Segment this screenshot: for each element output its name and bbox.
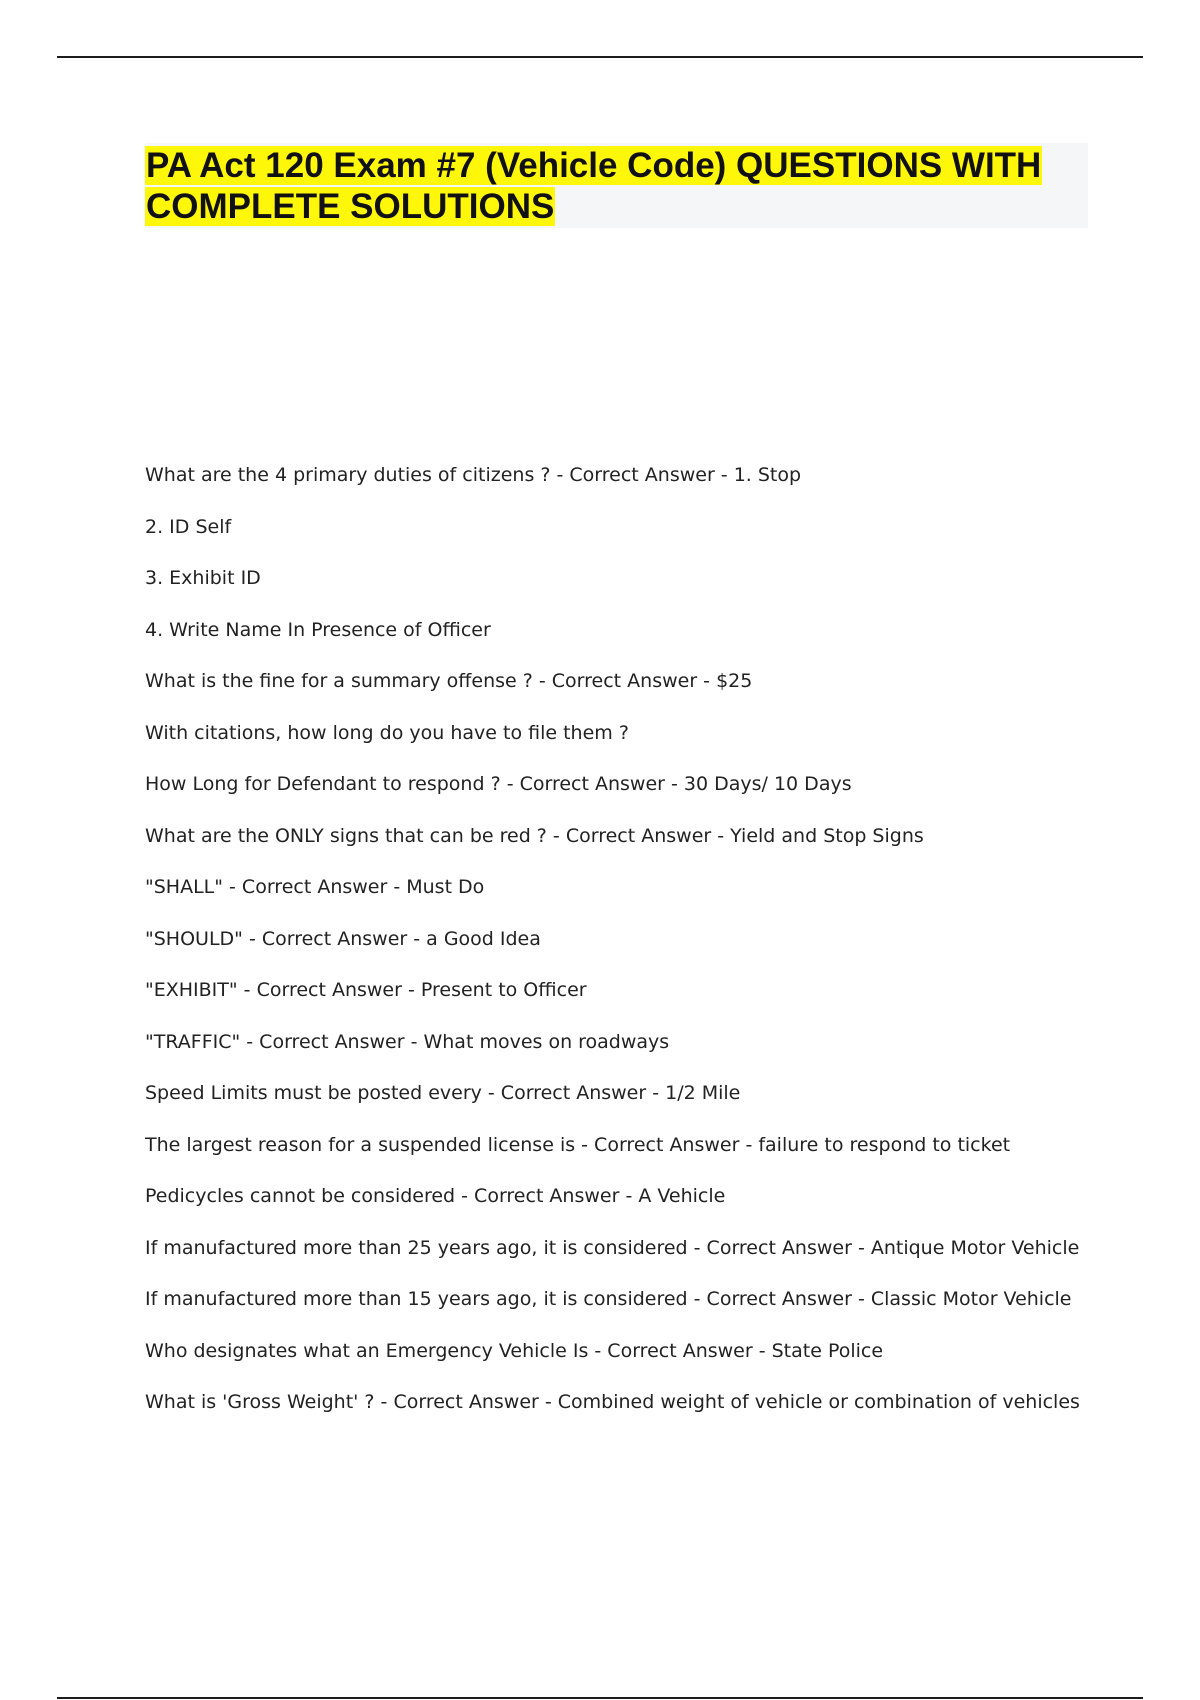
qa-line: "SHOULD" - Correct Answer - a Good Idea: [145, 927, 541, 950]
page-footer-rule: [57, 1697, 1143, 1699]
qa-line: With citations, how long do you have to file them ?: [145, 721, 629, 744]
qa-list: [145, 460, 1105, 1439]
qa-line: How Long for Defendant to respond ? - Correct Answer - 30 Days/ 10 Days: [145, 773, 852, 795]
qa-line: 2. ID Self: [145, 515, 232, 538]
qa-line: 3. Exhibit ID: [145, 567, 261, 589]
qa-line: What are the 4 primary duties of citizens ? - Correct Answer - 1. Stop: [145, 464, 802, 486]
document-title: [145, 145, 1095, 227]
qa-line: What is the fine for a summary offense ? - Correct Answer - $25: [145, 670, 753, 692]
qa-line: Pedicycles cannot be considered - Correct Answer - A Vehicle: [145, 1185, 726, 1207]
qa-line: Speed Limits must be posted every - Correct Answer - 1/2 Mile: [145, 1082, 741, 1104]
qa-line: Who designates what an Emergency Vehicle Is - Correct Answer - State Police: [145, 1339, 884, 1362]
qa-line: "SHALL" - Correct Answer - Must Do: [145, 876, 485, 898]
qa-line: "TRAFFIC" - Correct Answer - What moves on roadways: [145, 1030, 670, 1053]
qa-line: If manufactured more than 25 years ago, it is considered - Correct Answer - Antique Motor Vehicle: [145, 1236, 1080, 1259]
qa-line: What are the ONLY signs that can be red ? - Correct Answer - Yield and Stop Signs: [145, 824, 924, 847]
qa-line: The largest reason for a suspended license is - Correct Answer - failure to respond to ticket: [145, 1133, 1011, 1156]
qa-line: If manufactured more than 15 years ago, it is considered - Correct Answer - Classic Motor Vehicle: [145, 1288, 1072, 1310]
qa-line: "EXHIBIT" - Correct Answer - Present to Officer: [145, 979, 587, 1001]
qa-line: 4. Write Name In Presence of Officer: [145, 618, 491, 641]
qa-line: What is 'Gross Weight' ? - Correct Answer - Combined weight of vehicle or combination of vehicles: [145, 1391, 1080, 1413]
page-header-rule: [57, 56, 1143, 58]
document-title-highlight: PA Act 120 Exam #7 (Vehicle Code) QUESTIONS WITH COMPLETE SOLUTIONS: [146, 146, 1042, 226]
